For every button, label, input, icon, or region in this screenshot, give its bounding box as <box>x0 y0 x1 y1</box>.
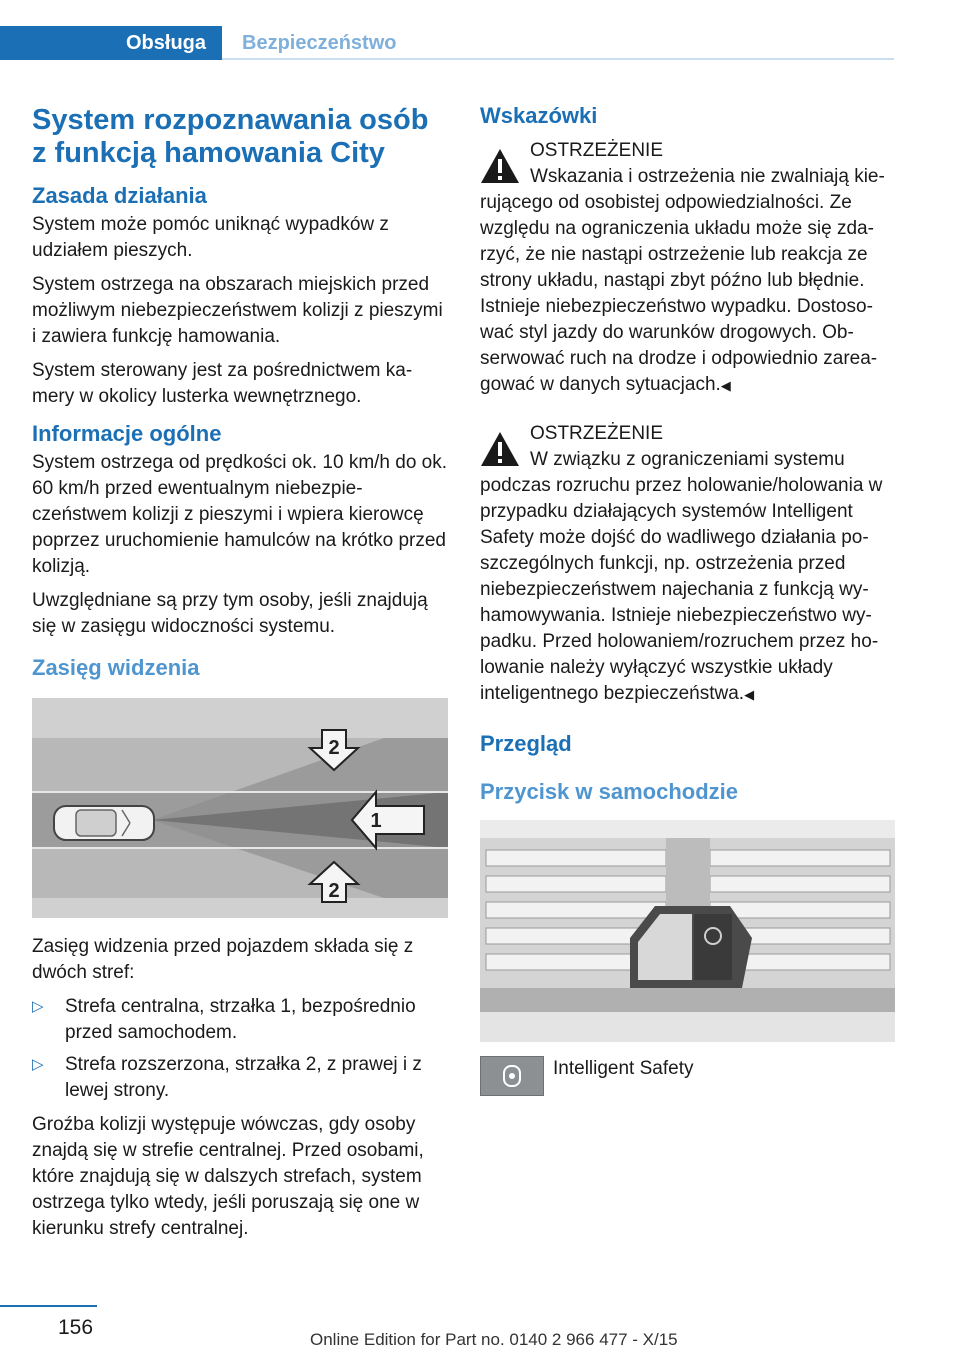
paragraph: System sterowany jest za pośrednictwem kamery w okolicy lusterka wewnętrznego. <box>32 360 413 407</box>
triangle-bullet-icon: ▷ <box>32 1056 44 1073</box>
warning-block <box>480 421 895 708</box>
tab-bezpieczenstwo[interactable]: Bezpieczeństwo <box>242 31 397 54</box>
detection-range-figure <box>32 698 448 918</box>
edition-text: Online Edition for Part no. 0140 2 966 477 - X/15 <box>310 1330 678 1349</box>
warning-text-content: W związku z ograniczeniami systemu podczas rozruchu przez holowanie/holowania w przypadku działających systemów Intelligent Safety może dojść do wadliwego działania poszczególnych funkcji, np. ostrzeżenia przed niebezpieczeństwem najechania z funkcją wyhamowywania. Istnieje niebezpieczeństwo wypadku. Przed holowaniem/rozruchem przez holowanie należy wyłączyć wszystkie układy inteligentnego bezpieczeństwa. <box>480 449 883 704</box>
warning-text <box>480 164 895 399</box>
warning-label: OSTRZEŻENIE <box>530 140 664 161</box>
paragraph: System ostrzega na obszarach miejskich przed możliwym niebezpieczeństwem kolizji z pieszymi i zawiera funkcję hamowania. <box>32 274 443 347</box>
right-column <box>480 100 895 1116</box>
list-item <box>32 994 448 1046</box>
intelligent-safety-icon <box>480 1056 544 1096</box>
arrow-bottom-label: 2 <box>328 880 340 902</box>
list-item-text: Strefa rozszerzona, strzałka 2, z prawej i z lewej strony. <box>65 1054 422 1101</box>
tab-obsluga[interactable]: Obsługa <box>0 26 222 60</box>
symbol-row <box>480 1056 895 1116</box>
triangle-bullet-icon: ▷ <box>32 998 44 1015</box>
heading-notes: Wskazówki <box>480 103 598 128</box>
page-number: 156 <box>58 1316 94 1339</box>
heading-range: Zasięg widzenia <box>32 655 200 680</box>
list-item-text: Strefa centralna, strzałka 1, bezpośrednio przed samochodem. <box>65 996 416 1043</box>
heading-button: Przycisk w samochodzie <box>480 779 738 804</box>
paragraph: Zasięg widzenia przed pojazdem składa się z dwóch stref: <box>32 936 414 983</box>
warning-triangle-icon <box>480 148 520 184</box>
end-mark-icon: ◀ <box>744 687 755 702</box>
paragraph: System może pomóc uniknąć wypadków z udziałem pieszych. <box>32 214 389 261</box>
heading-general: Informacje ogólne <box>32 421 222 446</box>
list-item <box>32 1052 448 1104</box>
arrow-top-label: 2 <box>328 737 340 759</box>
warning-triangle-icon <box>480 431 520 467</box>
paragraph: Groźba kolizji występuje wówczas, gdy osoby znajdą się w strefie centralnej. Przed osobami, które znajdują się w dalszych strefach, system ostrzega tylko wtedy, jeśli poruszają się one w kierunku strefy centralnej. <box>32 1114 424 1239</box>
symbol-label: Intelligent Safety <box>553 1058 694 1079</box>
footer-divider <box>0 1305 97 1307</box>
warning-text <box>480 447 895 708</box>
header-tabbar <box>0 0 960 64</box>
paragraph: Uwzględniane są przy tym osoby, jeśli znajdują się w zasięgu widoczności systemu. <box>32 590 428 637</box>
left-column <box>32 100 448 1250</box>
page-title: System rozpoznawania osób z funkcją hamowania City <box>32 104 429 169</box>
car-icon <box>54 806 154 840</box>
heading-overview: Przegląd <box>480 731 572 756</box>
warning-label: OSTRZEŻENIE <box>530 423 664 444</box>
paragraph: System ostrzega od prędkości ok. 10 km/h do ok. 60 km/h przed ewentualnym niebezpieczeństwem kolizji z pieszymi i wpiera kierowcę poprzez uruchomienie hamulców na krótko przed kolizją. <box>32 452 448 577</box>
zone-list <box>32 994 448 1104</box>
arrow-center-label: 1 <box>370 810 382 832</box>
warning-block <box>480 138 895 399</box>
heading-principle: Zasada działania <box>32 183 207 208</box>
header-divider <box>222 58 894 60</box>
end-mark-icon: ◀ <box>720 378 731 393</box>
button-photo <box>480 820 895 1042</box>
warning-text-content: Wskazania i ostrzeżenia nie zwalniają kierującego od osobistej odpowiedzialności. Ze względu na ograniczenia układu może się zdarzyć, że nie nastąpi ostrzeżenie lub reakcja ze strony układu, nastąpi zbyt późno lub błędnie. Istnieje niebezpieczeństwo wypadku. Dostosować styl jazdy do warunków drogowych. Obserwować ruch na drodze i odpowiednio zareagować w danych sytuacjach. <box>480 166 885 395</box>
